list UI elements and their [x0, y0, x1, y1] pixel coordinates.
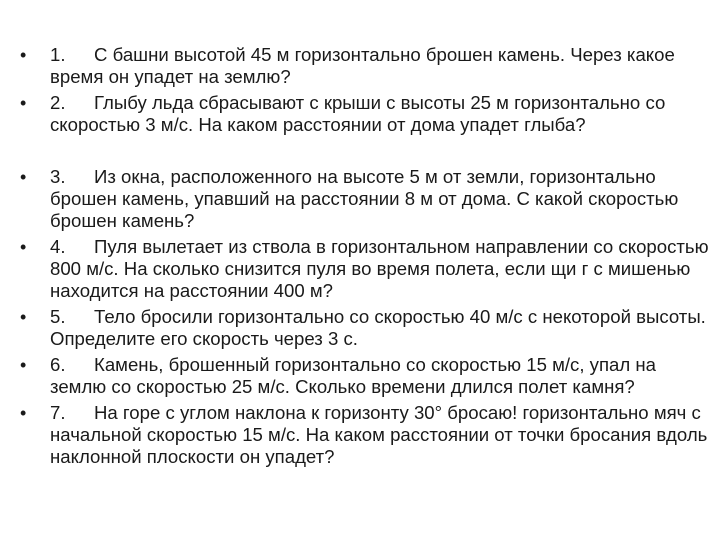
bullet-icon: • [20, 93, 27, 113]
bullet-icon: • [20, 45, 27, 65]
problem-item-7 [20, 402, 710, 468]
problem-item-4 [20, 236, 710, 302]
problem-list-first [20, 44, 710, 140]
problem-text: Тело бросили горизонтально со скоростью 40 м/с с некоторой высоты. Определите его скорость через 3 с. [50, 306, 706, 349]
problem-number: 7. [50, 402, 66, 423]
problem-number: 6. [50, 354, 66, 375]
problem-item-5 [20, 306, 710, 350]
problem-text: Глыбу льда сбрасывают с крыши с высоты 25 м горизонтально со скоростью 3 м/с. На каком расстоянии от дома упадет глыба? [50, 92, 666, 135]
problem-item-2 [20, 92, 710, 136]
bullet-icon: • [20, 403, 27, 423]
problem-item-6 [20, 354, 710, 398]
problem-item-1 [20, 44, 710, 88]
problem-text: Камень, брошенный горизонтально со скоростью 15 м/с, упал на землю со скоростью 25 м/с. Сколько времени длился полет камня? [50, 354, 656, 397]
problem-text: С башни высотой 45 м горизонтально брошен камень. Через какое время он упадет на землю? [50, 44, 675, 87]
bullet-icon: • [20, 167, 27, 187]
problem-list-second [20, 166, 710, 472]
bullet-icon: • [20, 237, 27, 257]
problem-item-3 [20, 166, 710, 232]
problem-text: Из окна, расположенного на высоте 5 м от земли, горизонтально брошен камень, упавший на расстоянии 8 м от дома. С какой скоростью брошен камень? [50, 166, 679, 231]
problem-text: Пуля вылетает из ствола в горизонтальном направлении со скоростью 800 м/с. На сколько снизится пуля во время полета, если щи г с мишенью находится на расстоянии 400 м? [50, 236, 709, 301]
problem-text: На горе с углом наклона к горизонту 30° бросаю! горизонтально мяч с начальной скоростью 15 м/с. На каком расстоянии от точки бросания вдоль наклонной плоскости он упадет? [50, 402, 708, 467]
problem-number: 1. [50, 44, 66, 65]
bullet-icon: • [20, 355, 27, 375]
problem-number: 3. [50, 166, 66, 187]
problem-number: 5. [50, 306, 66, 327]
problem-number: 2. [50, 92, 66, 113]
problem-number: 4. [50, 236, 66, 257]
bullet-icon: • [20, 307, 27, 327]
